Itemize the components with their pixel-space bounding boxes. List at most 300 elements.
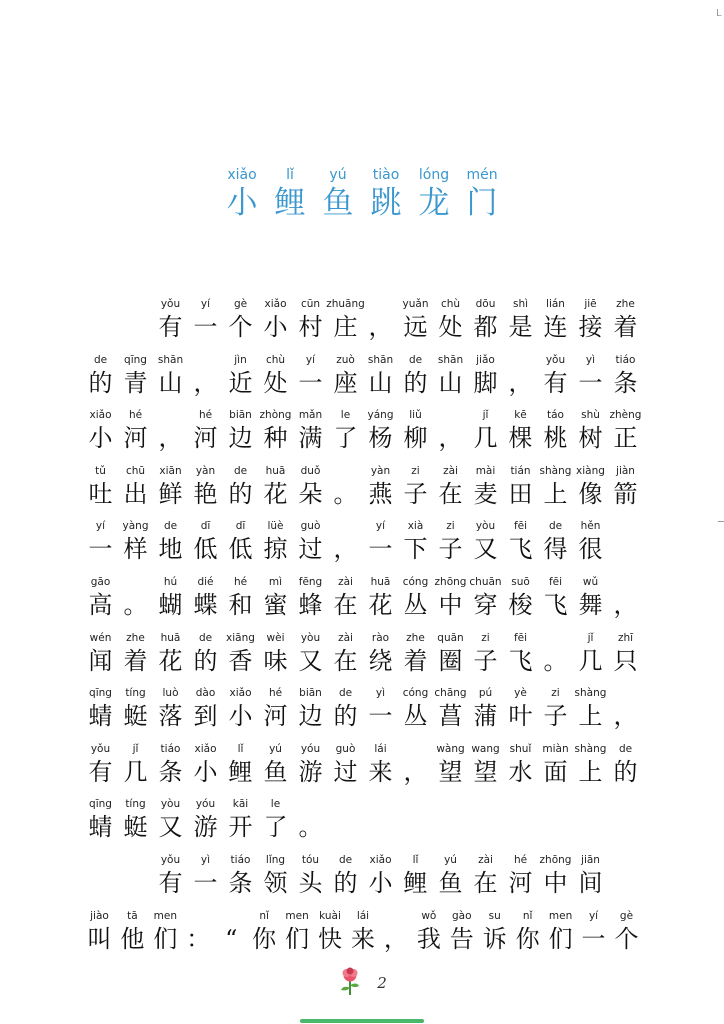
char-cell	[363, 352, 398, 408]
char-cell	[610, 908, 643, 964]
char-cell	[83, 741, 118, 797]
hanzi: 近	[228, 368, 253, 397]
char-cell	[258, 852, 293, 908]
hanzi: 在	[473, 868, 498, 897]
hanzi: 香	[228, 646, 253, 675]
hanzi: 蜂	[298, 590, 323, 619]
pinyin: zhòng	[259, 409, 292, 422]
hanzi: 河	[123, 424, 148, 453]
hanzi: 丛	[403, 702, 428, 731]
char-cell	[258, 463, 293, 519]
pinyin: xiǎo	[89, 409, 112, 422]
char-cell	[503, 852, 538, 908]
pinyin: shān	[437, 353, 464, 366]
char-cell	[328, 685, 363, 741]
pinyin: tóu	[301, 853, 320, 866]
text-line	[83, 296, 643, 352]
char-cell	[83, 574, 118, 630]
hanzi: 蜜	[263, 590, 288, 619]
pinyin: tián	[510, 464, 531, 477]
char-cell	[293, 463, 328, 519]
char-cell	[328, 463, 363, 519]
pinyin: jiē	[584, 298, 597, 310]
char-cell	[468, 463, 503, 519]
pinyin: yì	[200, 853, 211, 866]
char-cell	[83, 352, 118, 408]
char-cell	[328, 352, 363, 408]
pinyin: zhōng	[539, 853, 572, 866]
pinyin: liǔ	[409, 409, 422, 422]
hanzi: 棵	[508, 424, 533, 453]
pinyin: de	[233, 464, 248, 477]
pinyin: zài	[478, 853, 493, 866]
pinyin: tiáo	[160, 742, 181, 755]
char-cell	[215, 908, 248, 964]
hanzi: 几	[123, 757, 148, 786]
hanzi: 山	[158, 368, 183, 397]
pinyin: mài	[475, 464, 496, 477]
hanzi: 们	[153, 924, 178, 953]
pinyin: chuān	[469, 575, 502, 588]
title-char	[314, 166, 362, 222]
hanzi: 样	[123, 535, 148, 564]
pinyin: kē	[514, 409, 527, 422]
hanzi: 的	[88, 368, 113, 397]
hanzi: 上	[578, 702, 603, 731]
char-cell	[398, 407, 433, 463]
char-cell	[118, 630, 153, 686]
char-cell	[153, 741, 188, 797]
hanzi: 领	[263, 868, 288, 897]
pinyin: hé	[268, 687, 283, 700]
char-cell	[398, 574, 433, 630]
char-cell	[153, 352, 188, 408]
char-cell	[412, 908, 445, 964]
pinyin: miàn	[542, 742, 569, 755]
char-cell	[363, 685, 398, 741]
char-cell	[118, 463, 153, 519]
hanzi: 满	[298, 424, 323, 453]
char-cell	[398, 630, 433, 686]
hanzi: 树	[578, 424, 603, 453]
title-char	[218, 166, 266, 222]
pinyin: gè	[619, 909, 634, 922]
hanzi: 艳	[193, 479, 218, 508]
pinyin: de	[163, 520, 178, 533]
hanzi: 来	[350, 924, 375, 953]
char-cell	[83, 796, 118, 852]
char-cell	[258, 796, 293, 852]
pinyin: lái	[356, 909, 370, 922]
char-cell	[468, 852, 503, 908]
hanzi: 个	[228, 313, 253, 341]
char-cell	[538, 574, 573, 630]
pinyin: xiān	[159, 464, 182, 477]
pinyin: zi	[411, 464, 420, 477]
char-cell	[468, 518, 503, 574]
char-cell	[293, 630, 328, 686]
char-cell	[223, 296, 258, 352]
text-line	[83, 741, 643, 797]
pinyin: gāo	[90, 575, 111, 588]
char-cell	[468, 685, 503, 741]
hanzi: 舞	[578, 590, 603, 619]
pinyin: tíng	[125, 687, 146, 700]
char-cell	[153, 407, 188, 463]
char-cell	[608, 741, 643, 797]
story-title	[0, 166, 724, 222]
hanzi: 穿	[473, 590, 498, 619]
char-cell	[363, 741, 398, 797]
char-cell	[363, 518, 398, 574]
char-cell	[573, 352, 608, 408]
hanzi: 一	[581, 924, 606, 953]
pinyin: huā	[160, 631, 181, 644]
title-pinyin: yú	[329, 167, 347, 183]
char-cell	[608, 463, 643, 519]
char-cell	[608, 574, 643, 630]
hanzi: 蝶	[193, 590, 218, 619]
char-cell	[468, 630, 503, 686]
pinyin: lǐ	[412, 853, 419, 866]
pinyin: yóu	[300, 742, 321, 755]
hanzi: 一	[368, 702, 393, 731]
char-cell	[258, 630, 293, 686]
char-cell	[118, 352, 153, 408]
pinyin: jǐ	[132, 742, 139, 755]
pinyin: qīng	[124, 353, 147, 366]
pinyin: shàng	[574, 742, 607, 755]
char-cell	[573, 630, 608, 686]
title-char	[266, 166, 314, 222]
char-cell	[223, 741, 258, 797]
pinyin: wǒ	[421, 909, 437, 922]
char-cell	[503, 574, 538, 630]
hanzi: 边	[228, 424, 253, 453]
pinyin: zhōng	[434, 575, 467, 588]
char-cell	[433, 685, 468, 741]
hanzi: 高	[88, 590, 113, 619]
pinyin: tíng	[125, 798, 146, 811]
pinyin: fēng	[298, 575, 323, 588]
hanzi: 处	[438, 313, 463, 341]
char-cell	[328, 852, 363, 908]
hanzi: 吐	[88, 479, 113, 508]
hanzi: 蜻	[88, 813, 113, 842]
char-cell	[118, 685, 153, 741]
pinyin: le	[340, 409, 351, 422]
pinyin: yòu	[300, 631, 321, 644]
hanzi: “	[225, 924, 238, 953]
char-cell	[573, 852, 608, 908]
char-cell	[503, 685, 538, 741]
hanzi: 山	[438, 368, 463, 397]
pinyin: dī	[235, 520, 246, 533]
char-cell	[293, 407, 328, 463]
hanzi: 落	[158, 702, 183, 731]
pinyin: fēi	[513, 631, 528, 644]
hanzi: 到	[193, 702, 218, 731]
char-cell	[188, 741, 223, 797]
pinyin: yuǎn	[402, 298, 429, 310]
pinyin: shù	[581, 409, 600, 422]
char-cell	[118, 296, 153, 352]
hanzi: 了	[263, 813, 288, 842]
char-cell	[223, 630, 258, 686]
char-cell	[398, 463, 433, 519]
hanzi: 又	[473, 535, 498, 564]
pinyin: hé	[233, 575, 248, 588]
char-cell	[398, 518, 433, 574]
hanzi: 你	[515, 924, 540, 953]
hanzi: 着	[613, 313, 638, 341]
char-cell	[153, 630, 188, 686]
hanzi: 小	[88, 424, 113, 453]
hanzi: 都	[473, 313, 498, 341]
pinyin: shuǐ	[509, 742, 532, 755]
char-cell	[573, 296, 608, 352]
hanzi: 飞	[543, 590, 568, 619]
pinyin: tiáo	[615, 353, 636, 366]
char-cell	[398, 741, 433, 797]
pinyin: hú	[163, 575, 178, 588]
text-line	[83, 518, 643, 574]
pinyin: mì	[268, 575, 283, 588]
text-line	[83, 463, 643, 519]
char-cell	[188, 463, 223, 519]
hanzi: 鲤	[403, 868, 428, 897]
char-cell	[293, 296, 328, 352]
hanzi: 又	[158, 813, 183, 842]
title-hanzi: 门	[466, 185, 498, 221]
char-cell	[538, 685, 573, 741]
pinyin: dié	[197, 575, 214, 588]
char-cell	[314, 908, 347, 964]
pinyin: luò	[162, 687, 179, 700]
char-cell	[118, 796, 153, 852]
pinyin: yè	[514, 687, 527, 700]
char-cell	[248, 908, 281, 964]
char-cell	[188, 852, 223, 908]
hanzi: ：	[186, 924, 211, 953]
pinyin: cóng	[402, 575, 429, 588]
hanzi: 丛	[403, 590, 428, 619]
hanzi: 花	[263, 479, 288, 508]
hanzi: 地	[158, 535, 183, 564]
char-cell	[223, 352, 258, 408]
hanzi: 子	[438, 535, 463, 564]
hanzi: ，	[333, 535, 358, 564]
hanzi: ，	[403, 757, 428, 786]
char-cell	[398, 352, 433, 408]
char-cell	[538, 630, 573, 686]
pinyin: zhe	[126, 631, 145, 644]
char-cell	[363, 852, 398, 908]
hanzi: 。	[123, 590, 148, 619]
pinyin: huā	[370, 575, 391, 588]
hanzi: 鱼	[438, 868, 463, 897]
pinyin: hé	[513, 853, 528, 866]
char-cell	[223, 407, 258, 463]
pinyin: yí	[95, 520, 106, 533]
hanzi: 的	[193, 646, 218, 675]
reading-progress-fill	[300, 1019, 424, 1023]
char-cell	[573, 685, 608, 741]
pinyin: jǐ	[482, 409, 489, 422]
char-cell	[83, 908, 116, 964]
pinyin: gè	[233, 298, 248, 310]
char-cell	[538, 352, 573, 408]
char-cell	[83, 852, 118, 908]
hanzi: 鱼	[263, 757, 288, 786]
hanzi: 河	[263, 702, 288, 731]
hanzi: 村	[298, 313, 323, 341]
char-cell	[153, 796, 188, 852]
hanzi: 有	[88, 757, 113, 786]
hanzi: 着	[123, 646, 148, 675]
hanzi: 庄	[333, 313, 358, 341]
pinyin: hé	[198, 409, 213, 422]
pinyin: yòu	[160, 798, 181, 811]
pinyin: wèi	[266, 631, 285, 644]
pinyin: zi	[446, 520, 455, 533]
text-line	[83, 796, 643, 852]
hanzi: 小	[368, 868, 393, 897]
title-hanzi: 龙	[418, 185, 450, 221]
hanzi: 们	[548, 924, 573, 953]
char-cell	[118, 852, 153, 908]
char-cell	[468, 741, 503, 797]
title-pinyin: lǐ	[286, 167, 294, 183]
pinyin: yú	[444, 853, 457, 866]
hanzi: 河	[508, 868, 533, 897]
hanzi: ，	[438, 424, 463, 453]
hanzi: 河	[193, 424, 218, 453]
hanzi: 我	[416, 924, 441, 953]
text-line	[83, 908, 643, 964]
hanzi: 的	[333, 868, 358, 897]
hanzi: 上	[543, 479, 568, 508]
pinyin: wàng	[436, 742, 465, 755]
hanzi: 蝴	[158, 590, 183, 619]
char-cell	[328, 296, 363, 352]
pinyin: chū	[125, 464, 146, 477]
hanzi: 的	[333, 702, 358, 731]
pinyin: de	[338, 853, 353, 866]
char-cell	[363, 463, 398, 519]
hanzi: 条	[228, 868, 253, 897]
char-cell	[116, 908, 149, 964]
hanzi: 。	[543, 646, 568, 675]
hanzi: 和	[228, 590, 253, 619]
hanzi: 过	[333, 757, 358, 786]
char-cell	[188, 518, 223, 574]
char-cell	[293, 796, 328, 852]
hanzi: ，	[508, 368, 533, 397]
hanzi: 了	[333, 424, 358, 453]
hanzi: 只	[613, 646, 638, 675]
hanzi: 鲤	[228, 757, 253, 786]
char-cell	[538, 463, 573, 519]
char-cell	[347, 908, 380, 964]
char-cell	[573, 574, 608, 630]
hanzi: 。	[333, 479, 358, 508]
hanzi: 正	[613, 424, 638, 453]
pinyin: yí	[200, 298, 211, 310]
pinyin: zi	[551, 687, 560, 700]
pinyin: zhuāng	[326, 298, 365, 310]
char-cell	[608, 296, 643, 352]
pinyin: zhe	[406, 631, 425, 644]
side-tick	[718, 521, 724, 522]
char-cell	[188, 407, 223, 463]
pinyin: tiáo	[230, 853, 251, 866]
char-cell	[258, 352, 293, 408]
title-pinyin: xiǎo	[227, 167, 257, 183]
hanzi: 闻	[88, 646, 113, 675]
pinyin: huā	[265, 464, 286, 477]
pinyin: de	[198, 631, 213, 644]
pinyin: zhèng	[609, 409, 642, 422]
pinyin: men	[153, 909, 178, 922]
char-cell	[538, 518, 573, 574]
char-cell	[328, 630, 363, 686]
pinyin: yí	[375, 520, 386, 533]
hanzi: 脚	[473, 368, 498, 397]
hanzi: 小	[263, 313, 288, 341]
hanzi: 条	[158, 757, 183, 786]
char-cell	[223, 574, 258, 630]
pinyin: yóu	[195, 798, 216, 811]
char-cell	[433, 407, 468, 463]
hanzi: 田	[508, 479, 533, 508]
hanzi: 花	[368, 590, 393, 619]
pinyin: zài	[338, 575, 353, 588]
pinyin: le	[270, 798, 281, 811]
text-line	[83, 352, 643, 408]
hanzi: 个	[614, 924, 639, 953]
hanzi: 子	[543, 702, 568, 731]
char-cell	[608, 630, 643, 686]
char-cell	[258, 574, 293, 630]
pinyin: de	[548, 520, 563, 533]
char-cell	[468, 407, 503, 463]
hanzi: 花	[158, 646, 183, 675]
pinyin: zhe	[616, 298, 635, 310]
pinyin: biān	[229, 409, 252, 422]
char-cell	[398, 852, 433, 908]
hanzi: 桃	[543, 424, 568, 453]
char-cell	[223, 852, 258, 908]
char-cell	[223, 463, 258, 519]
char-cell	[328, 574, 363, 630]
char-cell	[83, 407, 118, 463]
hanzi: 望	[438, 757, 463, 786]
hanzi: 上	[578, 757, 603, 786]
char-cell	[503, 741, 538, 797]
hanzi: 游	[298, 757, 323, 786]
pinyin: nǐ	[259, 909, 269, 922]
char-cell	[149, 908, 182, 964]
char-cell	[258, 685, 293, 741]
pinyin: lián	[546, 298, 565, 310]
pinyin: yǒu	[160, 298, 181, 310]
hanzi: 条	[613, 368, 638, 397]
char-cell	[118, 407, 153, 463]
char-cell	[577, 908, 610, 964]
flower-icon	[337, 966, 363, 1000]
title-char	[410, 166, 458, 222]
